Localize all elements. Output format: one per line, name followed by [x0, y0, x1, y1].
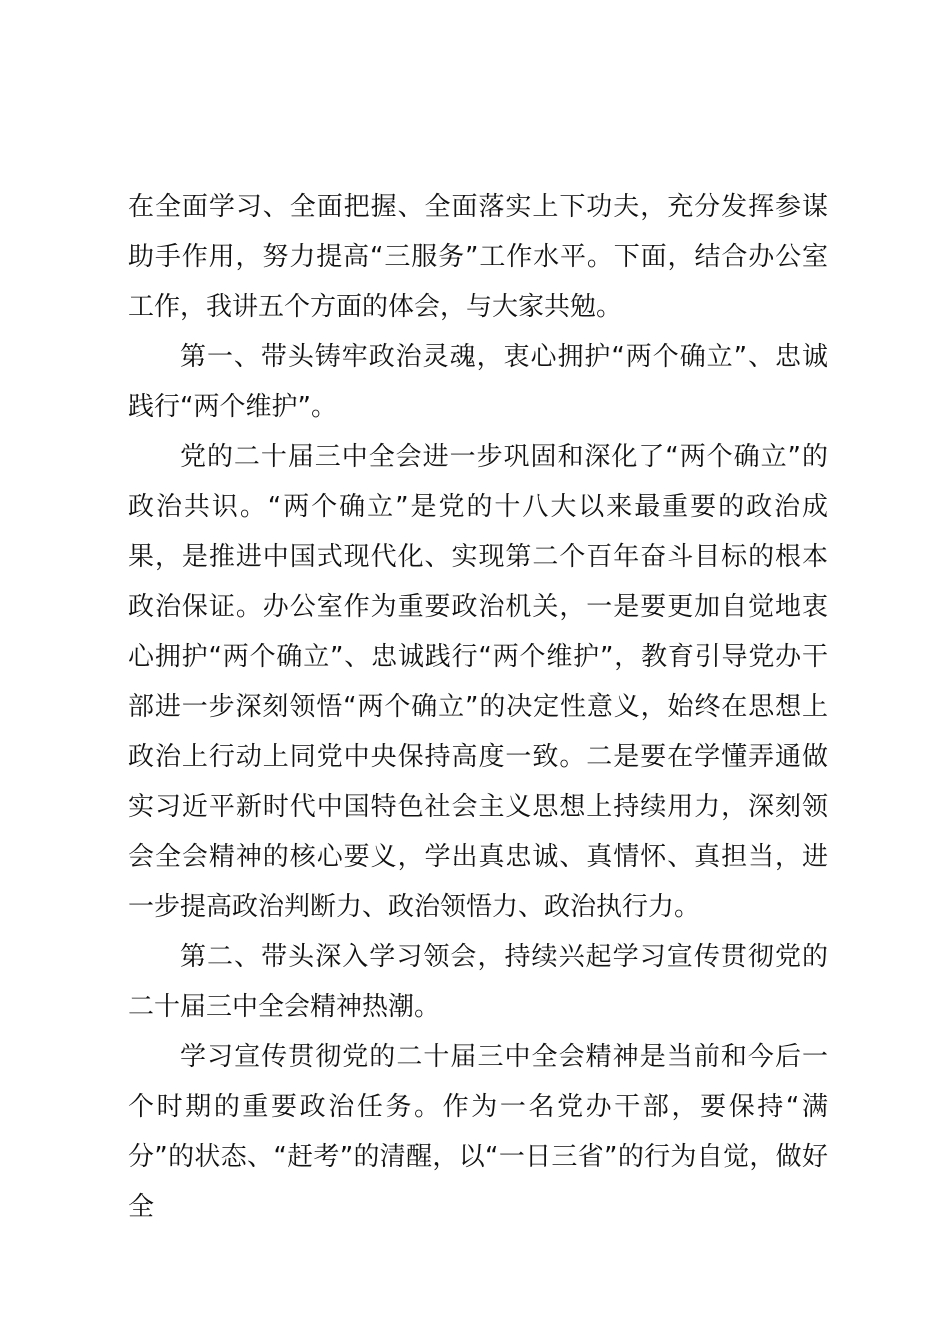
body-text: [128, 182, 828, 1232]
section-heading-first: 第一、带头铸牢政治灵魂，衷心拥护“两个确立”、忠诚践行“两个维护”。: [128, 342, 828, 422]
paragraph-body: 党的二十届三中全会进一步巩固和深化了“两个确立”的政治共识。“两个确立”是党的十八大以来最重要的政治成果，是推进中国式现代化、实现第二个百年奋斗目标的根本政治保证。办公室作为重要政治机关，一是要更加自觉地衷心拥护“两个确立”、忠诚践行“两个维护”，教育引导党办干部进一步深刻领悟“两个确立”的决定性意义，始终在思想上政治上行动上同党中央保持高度一致。二是要在学懂弄通做实习近平新时代中国特色社会主义思想上持续用力，深刻领会全会精神的核心要义，学出真忠诚、真情怀、真担当，进一步提高政治判断力、政治领悟力、政治执行力。: [128, 442, 828, 922]
paragraph-continuation: 在全面学习、全面把握、全面落实上下功夫，充分发挥参谋助手作用，努力提高“三服务”工作水平。下面，结合办公室工作，我讲五个方面的体会，与大家共勉。: [128, 192, 828, 322]
paragraph-body: 学习宣传贯彻党的二十届三中全会精神是当前和今后一个时期的重要政治任务。作为一名党办干部，要保持“满分”的状态、“赶考”的清醒，以“一日三省”的行为自觉，做好全: [128, 1042, 828, 1222]
section-heading-second: 第二、带头深入学习领会，持续兴起学习宣传贯彻党的二十届三中全会精神热潮。: [128, 942, 828, 1022]
